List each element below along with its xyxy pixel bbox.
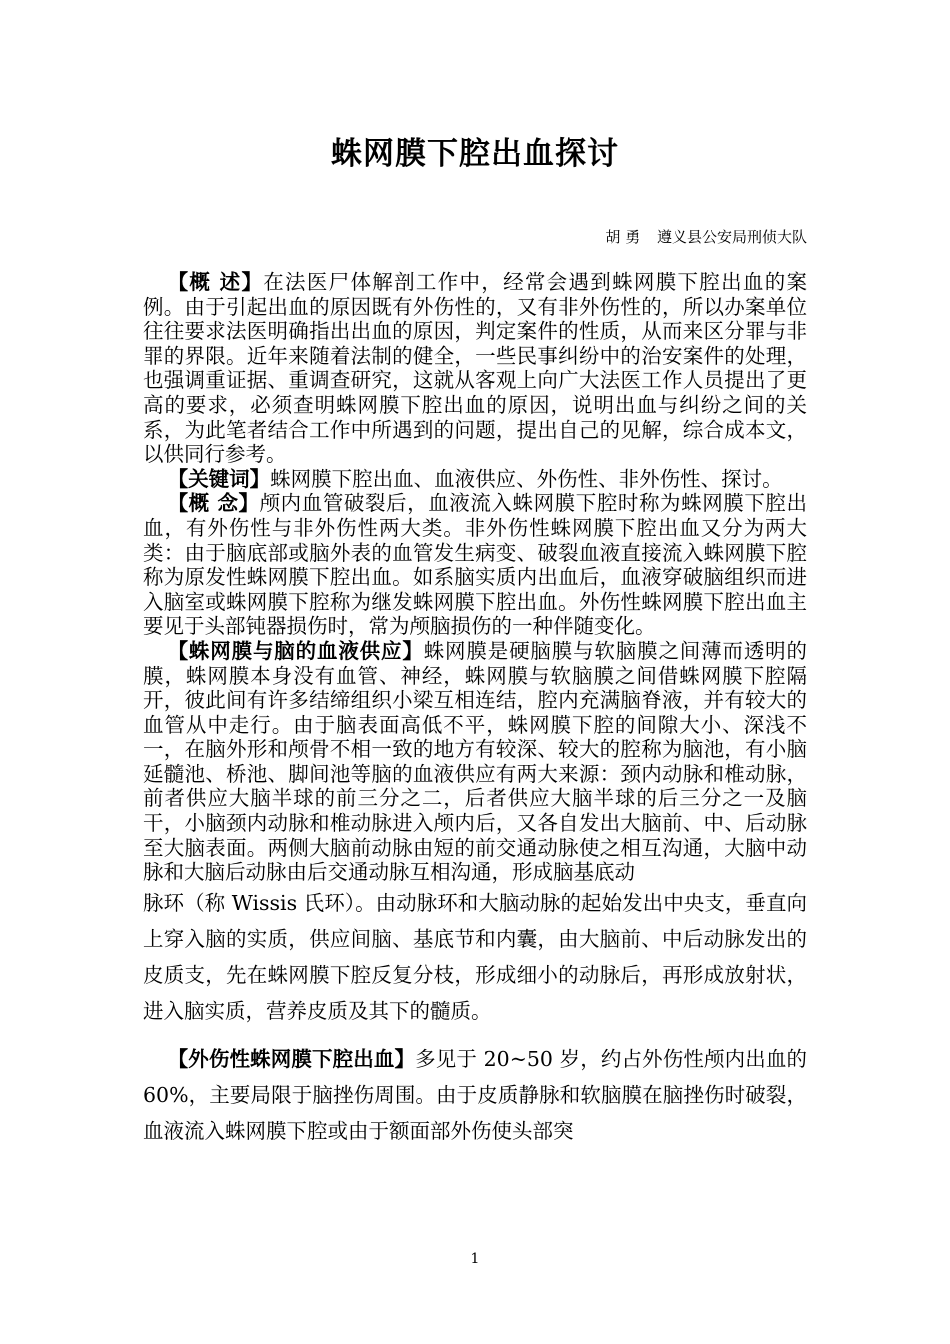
section-text: 颅内血管破裂后，血液流入蛛网膜下腔时称为蛛网膜下腔出血，有外伤性与非外伤性两大类。非外伤性蛛网膜下腔出血又分为两大类：由于脑底部或脑外表的血管发生病变、破裂血液直接流入蛛网膜下腔称为原发性蛛网膜下腔出血。如系脑实质内出血后，血液穿破脑组织而进入脑室或蛛网膜下腔称为继发蛛网膜下腔出血。外伤性蛛网膜下腔出血主要见于头部钝器损伤时，常为颅脑损伤的一种伴随变化。 [143, 491, 807, 639]
paragraph-blood-supply [143, 639, 807, 885]
section-text: 在法医尸体解剖工作中，经常会遇到蛛网膜下腔出血的案例。由于引起出血的原因既有外伤性的，又有非外伤性的，所以办案单位往往要求法医明确指出出血的原因，判定案件的性质，从而来区分罪与非罪的界限。近年来随着法制的健全，一些民事纠纷中的治安案件的处理，也强调重证据、重调查研究，这就从客观上向广大法医工作人员提出了更高的要求，必须查明蛛网膜下腔出血的原因，说明出血与纠纷之间的关系，为此笔者结合工作中所遇到的问题，提出自己的见解，综合成本文，以供同行参考。 [143, 270, 808, 467]
section-text: 蛛网膜下腔出血、血液供应、外伤性、非外伤性、探讨。 [270, 466, 783, 491]
paragraph-gap [143, 1029, 807, 1041]
section-label: 【概 念】 [167, 491, 260, 516]
section-label: 【外伤性蛛网膜下腔出血】 [167, 1046, 416, 1071]
section-label: 【蛛网膜与脑的血液供应】 [167, 638, 424, 663]
document-title: 蛛网膜下腔出血探讨 [331, 136, 619, 172]
author-line [593, 226, 807, 247]
author-name: 胡 勇 [605, 228, 641, 246]
section-text: 多见于 20~50 岁，约占外伤性颅内出血的 60%，主要局限于脑挫伤周围。由于皮质静脉和软脑膜在脑挫伤时破裂，血液流入蛛网膜下腔或由于额面部外伤使头部突 [143, 1046, 807, 1143]
document-body [143, 270, 807, 1149]
paragraph-concept [143, 491, 807, 639]
paragraph-traumatic [143, 1041, 807, 1149]
section-label: 【概 述】 [167, 270, 264, 294]
paragraph-blood-supply-cont [143, 885, 807, 1029]
author-affiliation: 遵义县公安局刑侦大队 [656, 228, 807, 246]
section-text: 蛛网膜是硬脑膜与软脑膜之间薄而透明的膜，蛛网膜本身没有血管、神经，蛛网膜与软脑膜之间借蛛网膜下腔隔开，彼此间有许多结缔组织小梁互相连结，腔内充满脑脊液，并有较大的血管从中走行。由于脑表面高低不平，蛛网膜下腔的间隙大小、深浅不一，在脑外形和颅骨不相一致的地方有较深、较大的腔称为脑池，有小脑延髓池、桥池、脚间池等脑的血液供应有两大来源：颈内动脉和椎动脉，前者供应大脑半球的前三分之二，后者供应大脑半球的后三分之一及脑干，小脑颈内动脉和椎动脉进入颅内后，又各自发出大脑前、中、后动脉至大脑表面。两侧大脑前动脉由短的前交通动脉使之相互沟通，大脑中动脉和大脑后动脉由后交通动脉互相沟通，形成脑基底动 [143, 638, 808, 885]
section-label: 【关键词】 [167, 466, 271, 491]
paragraph-overview [143, 270, 807, 467]
paragraph-keywords [143, 467, 807, 492]
section-text: 脉环（称 Wissis 氏环）。由动脉环和大脑动脉的起始发出中央支，垂直向上穿入脑的实质，供应间脑、基底节和内囊，由大脑前、中后动脉发出的皮质支，先在蛛网膜下腔反复分枝，形成细小的动脉后，再形成放射状，进入脑实质，营养皮质及其下的髓质。 [143, 890, 807, 1023]
page-number: 1 [470, 1251, 480, 1267]
